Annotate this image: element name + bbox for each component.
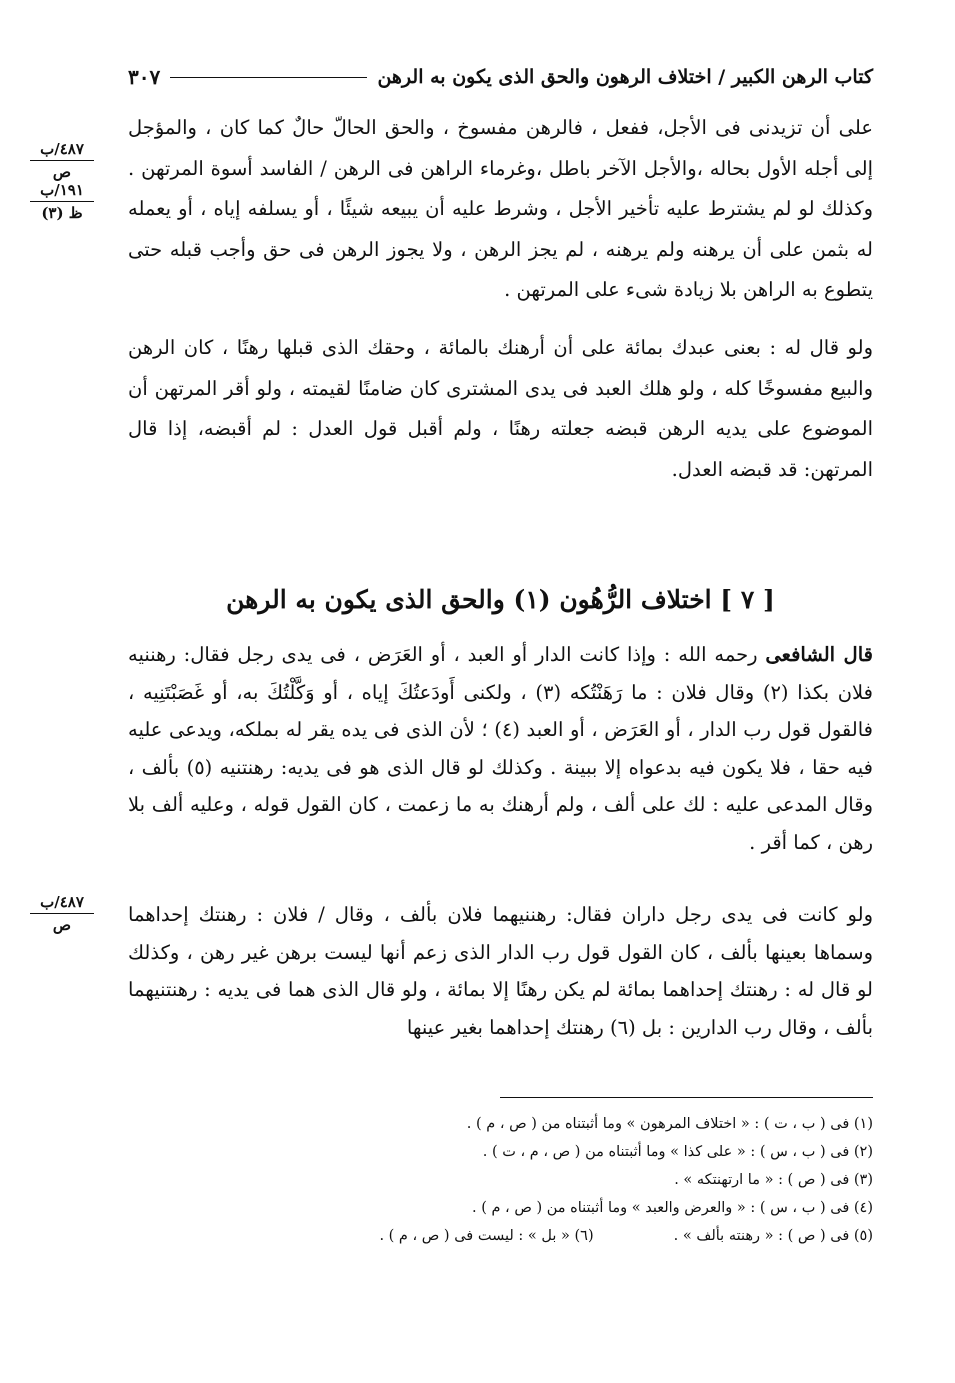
footnote-separator: [500, 1097, 873, 1098]
margin-note-line: ص: [52, 916, 72, 934]
footnote-row: [128, 1222, 873, 1250]
paragraph-text: [128, 636, 873, 861]
paragraph-body: رحمه الله : وإذا كانت الدار أو العبد ، أو العَرَض ، فى يدى رجل فقال: رهننيه فلان بكذا (٢) وقال فلان : ما رَهَنْتُكه (٣) ، ولكنى أَودَعتُكَ إياه ، أو وَكَّلْتُكَ به، أو غَصَبْتَنِيه ، فالقول قول رب الدار ، أو العَرَض ، أو العبد (٤) ؛ لأن الذى فى يده يقر له بملكه، ويدعى عليه فيه حقا ، فلا يكون فيه بدعواه إلا ببينة . وكذلك لو قال الذى هو فى يديه: رهنتنيه (٥) بألف ، وقال المدعى عليه : لك على ألف ، ولم أرهنك به ما زعمت ، كان القول قوله ، وعليه ألف بلا رهن ، كما أقر .: [128, 643, 873, 854]
footnote-4: (٤) فى ( ب ، س ) : « والعرض والعبد » وما أثبتناه من ( ص ، م ) .: [471, 1200, 873, 1216]
footnote-3: (٣) فى ( ص ) : « ما ارتهنتكه » .: [674, 1172, 873, 1188]
paragraph-1: [128, 108, 873, 311]
paragraph-2: [128, 328, 873, 490]
footnote-6: (٦) « بل » : ليست فى ( ص ، م ) .: [379, 1228, 594, 1244]
header-title: كتاب الرهن الكبير / اختلاف الرهون والحق الذى يكون به الرهن: [377, 66, 873, 88]
paragraph-text: ولو قال له : بعنى عبدك بمائة على أن أرهنك بالمائة ، وحقك الذى قبلها رهنًا ، كان الرهن والبيع مفسوخًا كله ، ولو هلك العبد فى يدى المشترى كان ضامنًا لقيمته ، ولو أقر المرتهن أن الموضوع على يديه الرهن قبضه جعلته رهنًا ، ولم أقبل قول العدل : لم أقبضه، إذا قال المرتهن: قد قبضه العدل.: [128, 336, 873, 481]
margin-note-line: ٤٨٧/ب: [30, 140, 94, 161]
margin-note-line: ص: [52, 163, 72, 181]
margin-note-line: ظ (٣): [41, 204, 83, 222]
running-header: [128, 60, 873, 94]
paragraph-3: [128, 636, 873, 861]
footnote-2: (٢) فى ( ب ، س ) : « على كذا » وما أثبتناه من ( ص ، م ، ت ) .: [482, 1144, 873, 1160]
paragraph-text: ولو كانت فى يدى رجل داران فقال: رهننيهما فلان بألف ، وقال / فلان : رهنتك إحداهما وسماها بعينها بألف ، كان القول قول رب الدار الذى زعم أنها ليست برهن غير رهن ، وكذلك لو قال له : رهنتك إحداهما بمائة لم يكن رهنًا إلا بمائة ، ولو قال الذى هما فى يديه : رهنتنيهما بألف ، وقال رب الدارين : بل (٦) رهنتك إحداهما بغير عينها: [128, 903, 873, 1039]
margin-note-line: ٤٨٧/ب: [30, 893, 94, 914]
section-heading: [ ٧ ] اختلاف الرُّهُون (١) والحق الذى يكون به الرهن: [226, 585, 775, 614]
footnote-1: (١) فى ( ب ، ت ) : « اختلاف المرهون » وما أثبتناه من ( ص ، م ) .: [466, 1116, 873, 1132]
header-rule: [170, 77, 367, 78]
footnotes: [128, 1110, 873, 1250]
paragraph-4: [128, 896, 873, 1046]
footnote-5: (٥) فى ( ص ) : « رهنته بألف » .: [673, 1228, 873, 1244]
margin-note-manuscript-ref-2: [30, 893, 94, 934]
page-number: ٣٠٧: [128, 65, 161, 89]
margin-note-line: ١٩١/ب: [30, 181, 94, 202]
paragraph-text: على أن تزيدنى فى الأجل، ففعل ، فالرهن مفسوخ ، والحق الحالّ حالٌ كما كان ، والمؤجل إلى أجله الأول بحاله ،والأجل الآخر باطل ،وغرماء الراهن فى الرهن / الفاسد أسوة المرتهن . وكذلك لو لم يشترط عليه تأخير الأجل ، وشرط عليه أن يبيعه شيئًا ، أو يسلفه إياه ، أو يعمله له بثمن على أن يرهنه ولم يرهنه ، لم يجز الرهن ، ولا يجوز الرهن فى حق وأجب قبله حتى يتطوع به الراهن بلا زيادة شىء على المرتهن .: [128, 116, 873, 301]
paragraph-lead: قال الشافعى: [765, 643, 873, 666]
margin-note-manuscript-ref-1: [30, 140, 94, 222]
